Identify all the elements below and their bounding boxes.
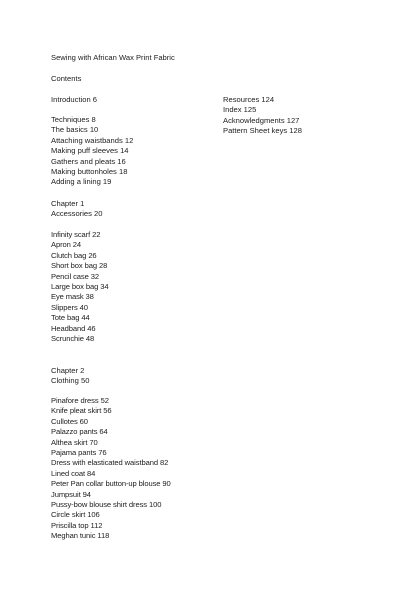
chapter-2-list — [51, 396, 171, 542]
toc-entry: Making puff sleeves 14 — [51, 146, 129, 156]
toc-entry: Althea skirt 70 — [51, 437, 98, 447]
toc-entry: Meghan tunic 118 — [51, 531, 110, 541]
toc-entry: Making buttonholes 18 — [51, 167, 128, 177]
toc-entry: Circle skirt 106 — [51, 510, 100, 520]
toc-entry: Pajama pants 76 — [51, 448, 107, 458]
toc-entry: Headband 46 — [51, 323, 96, 333]
toc-entry: Dress with elasticated waistband 82 — [51, 458, 169, 468]
chapter-1-list — [51, 230, 109, 344]
toc-entry: Tote bag 44 — [51, 313, 90, 323]
toc-entry: Index 125 — [223, 105, 257, 115]
toc-entry: Jumpsuit 94 — [51, 489, 91, 499]
toc-entry: Short box bag 28 — [51, 261, 108, 271]
techniques-list — [51, 115, 133, 188]
toc-entry: Pattern Sheet keys 128 — [223, 126, 302, 136]
chapter-1-label: Chapter 1 — [51, 199, 85, 208]
chapter-2-title: Clothing 50 — [51, 376, 90, 385]
toc-entry: Knife pleat skirt 56 — [51, 406, 112, 416]
toc-entry: Large box bag 34 — [51, 282, 109, 292]
document-title: Sewing with African Wax Print Fabric — [51, 53, 175, 62]
toc-entry: Slippers 40 — [51, 302, 88, 312]
toc-entry: Pencil case 32 — [51, 271, 99, 281]
toc-entry-introduction: Introduction 6 — [51, 95, 98, 104]
toc-entry: The basics 10 — [51, 125, 99, 135]
toc-entry: Attaching waistbands 12 — [51, 135, 134, 145]
toc-entry: Acknowledgments 127 — [223, 115, 300, 125]
toc-entry: Cullotes 60 — [51, 416, 88, 426]
toc-entry: Gathers and pleats 16 — [51, 156, 126, 166]
toc-entry: Scrunchie 48 — [51, 334, 95, 344]
toc-entry: Palazzo pants 64 — [51, 427, 108, 437]
chapter-2-label: Chapter 2 — [51, 366, 85, 375]
toc-entry: Adding a lining 19 — [51, 177, 112, 187]
toc-entry: Pussy-bow blouse shirt dress 100 — [51, 500, 162, 510]
toc-entry: Infinity scarf 22 — [51, 230, 101, 239]
toc-entry: Apron 24 — [51, 240, 82, 250]
contents-heading: Contents — [51, 74, 82, 83]
chapter-1-title: Accessories 20 — [51, 209, 103, 218]
back-matter-list — [223, 95, 302, 137]
toc-entry: Resources 124 — [223, 95, 275, 104]
toc-entry: Techniques 8 — [51, 115, 96, 124]
toc-entry: Priscilla top 112 — [51, 520, 103, 530]
toc-entry: Peter Pan collar button-up blouse 90 — [51, 479, 171, 489]
toc-entry: Clutch bag 26 — [51, 250, 97, 260]
toc-entry: Lined coat 84 — [51, 468, 96, 478]
toc-entry: Pinafore dress 52 — [51, 396, 109, 405]
toc-entry: Eye mask 38 — [51, 292, 94, 302]
